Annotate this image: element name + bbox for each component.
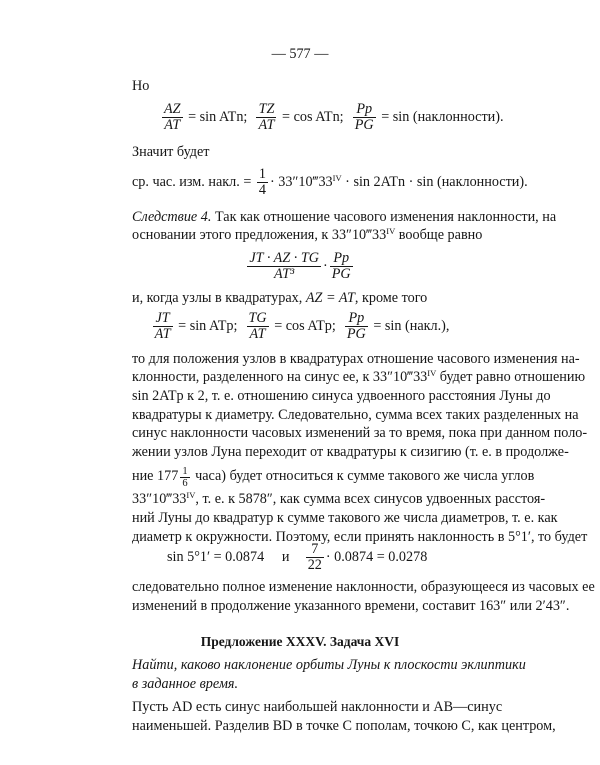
equation-2: $\frac{JT}{AT}$ = sin ATp; $\frac{TG}{AT}$ = cos ATp; $\frac{Pp}{PG}$ = sin (накл.), [154,310,450,343]
text-line-znachit: Значит будет [132,144,210,160]
frac-tg-at: $\frac{TG}{AT}$ [248,310,267,343]
paragraph-line-4: квадратуры к диаметру. Следовательно, сумма всех таких разделенных на [132,407,579,423]
eq3-sin: sin 5°1′ = 0.0874 [167,549,265,565]
sr-sup: IV [332,173,342,183]
paragraph-line-10: диаметр к окружности. Поэтому, если принять наклонность в 5°1′, то будет [132,529,588,545]
paragraph-line-9: ний Луны до квадратур к сумме такового же числа диаметров, т. е. как [132,510,558,526]
frac-tz-at: $\frac{TZ}{AT}$ [258,101,275,134]
paragraph-line-5: синус наклонности часовых изменений за то время, пока при данном поло- [132,425,588,441]
last-line-1: Пусть AD есть синус наибольшей наклонности и AB—синус [132,699,503,715]
paragraph-line-3: sin 2ATp к 2, т. е. отношению синуса удвоенного расстояния Луны до [132,388,551,404]
last-line-2: наименьшей. Разделив BD в точке C пополам, точкою C, как центром, [132,718,556,734]
frac-seven-22: $\frac{7}{22}$ [307,541,322,574]
equation-sr [132,165,528,199]
eq3-result: · 0.0874 = 0.0278 [325,549,428,565]
eq1-part-1: = sin ATn; [184,109,248,125]
big-dot: · [323,258,328,274]
frac-pp-pg: $\frac{Pp}{PG}$ [354,101,374,134]
paragraph-line-12: изменений в продолжение указанного времени, составит 163″ или 2′43″. [132,598,570,614]
paragraph-line-7: ние 177 $\frac{1}{6}$ часа) будет относиться к сумме такового же числа углов [132,466,535,489]
frac-pp-pg-3: $\frac{Pp}{PG}$ [346,310,366,343]
equation-3 [167,538,427,576]
equation-big-fraction [0,246,600,286]
section-heading: Предложение XXXV. Задача XVI [200,634,400,649]
frac-one-quarter: $\frac{1}{4}$ [258,166,266,199]
frac-jt-az-tg: $\frac{JT \cdot AZ \cdot TG}{\text{AT³}}$ [249,250,319,283]
paragraph-line-11: следовательно полное изменение наклонности, образующееся из часовых ее [132,579,595,595]
task-line-2: в заданное время. [132,676,239,692]
frac-jt-at: $\frac{JT}{AT}$ [154,310,171,343]
frac-az-at: $\frac{AZ}{AT}$ [164,101,181,134]
paragraph-line-6: жении узлов Луна переходит от квадратуры к сизигию (т. е. в продолже- [132,444,569,460]
text-line-cor2: основании этого предложения, к $33''10‴33^{IV}$ вообще равно [132,226,483,243]
eq1-part-3: = sin (наклонности). [377,109,504,125]
eq1-part-2: = cos ATn; [278,109,344,125]
eq3-and: и [281,549,290,565]
paragraph-line-2: клонности, разделенного на синус ее, к $33''10‴33^{IV}$ будет равно отношению [132,368,586,385]
text-line-no: Но [132,78,150,94]
paragraph-line-1: то для положения узлов в квадратурах отношение часового изменения на- [132,351,580,367]
corollary-text: Так как отношение часового изменения наклонности, на [211,209,557,225]
paragraph-line-8: $33''10‴33^{IV}$, т. е. к 5878″, как сумма всех синусов удвоенных расстоя- [132,490,546,507]
frac-pp-pg-2: $\frac{Pp}{PG}$ [331,250,351,283]
text-line-corollary [132,208,557,226]
task-line-1: Найти, каково наклонение орбиты Луны к плоскости эклиптики [132,657,526,673]
sr-prefix: ср. час. изм. накл. = [132,174,252,190]
equation-1 [160,100,504,134]
sr-tail: · sin 2ATn · sin (наклонности). [341,174,528,190]
corollary-label: Следствие 4. [132,209,212,225]
sr-rest: · 33″10‴33 [269,174,333,190]
page-number: — 577 — [271,46,329,62]
text-line-quadr: и, когда узлы в квадратурах, AZ = AT, кроме того [132,290,428,306]
frac-one-sixth: $\frac{1}{6}$ [182,466,188,489]
